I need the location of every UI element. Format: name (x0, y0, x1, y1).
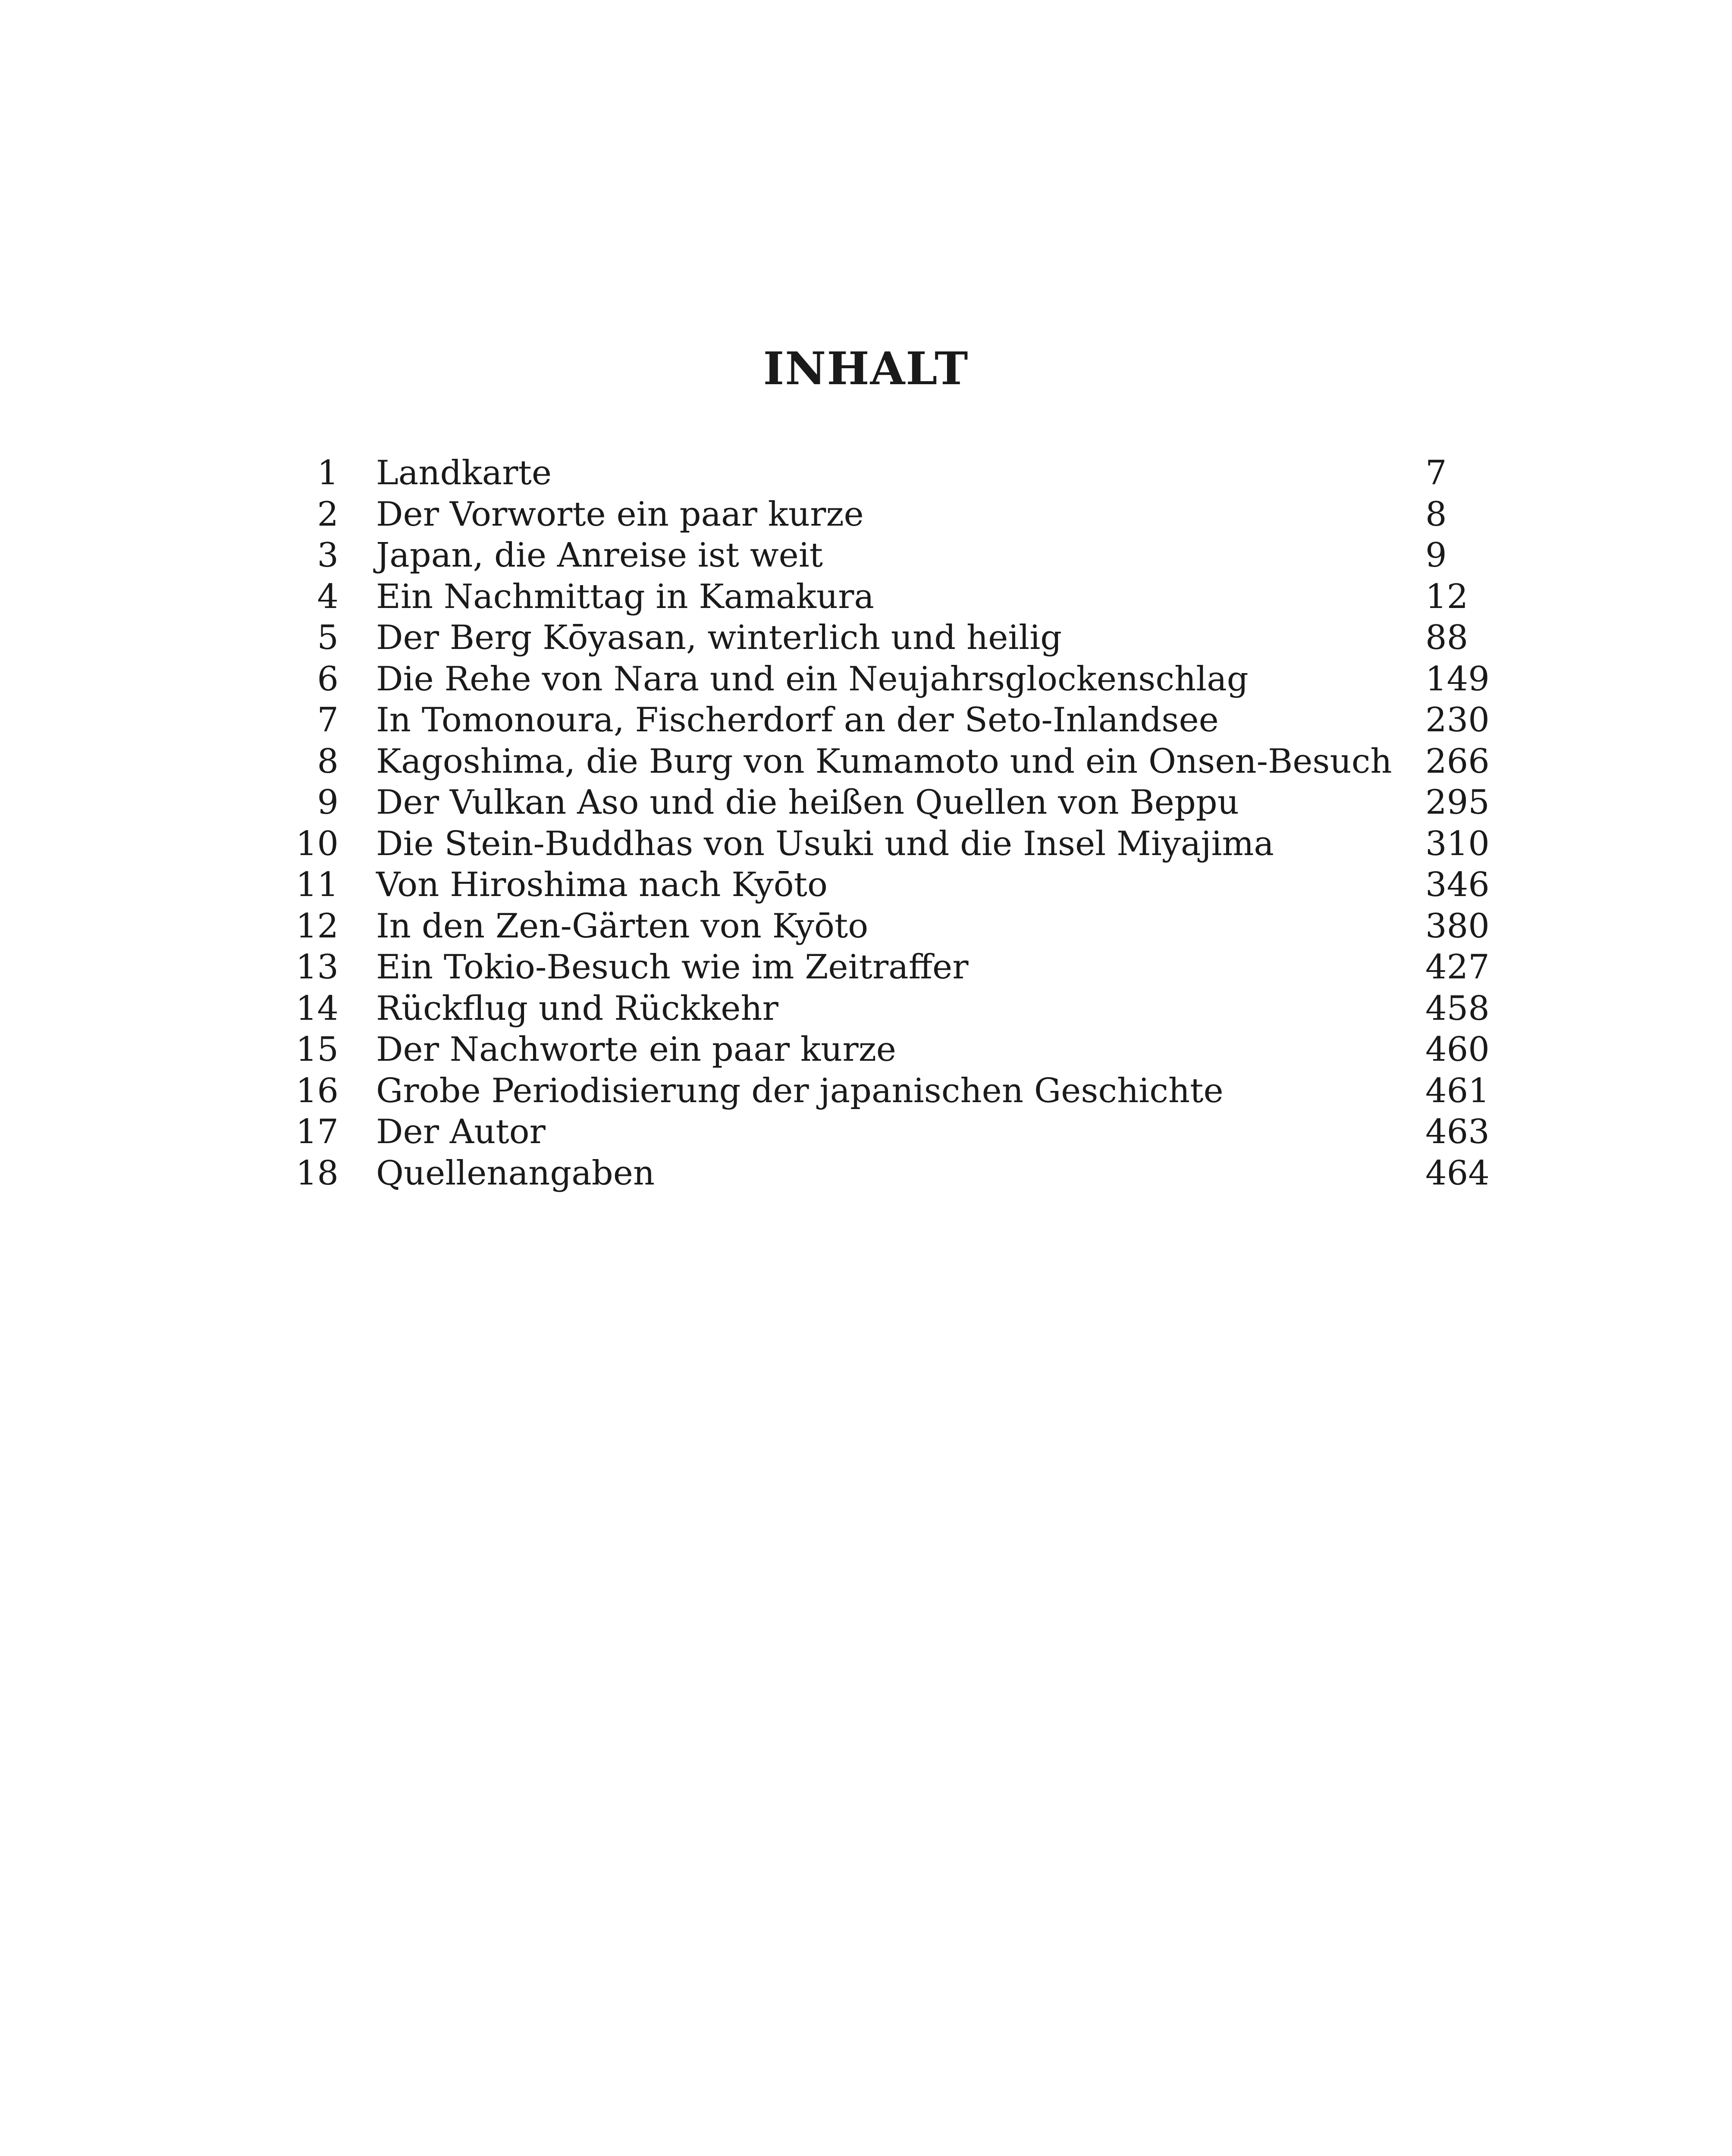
toc-entry-number: 8 (317, 742, 339, 781)
toc-entry-number: 13 (295, 948, 339, 987)
toc-entry[interactable] (0, 865, 1732, 906)
toc-entry-title: Ein Nachmittag in Kamakura (376, 577, 874, 616)
toc-entry-title: In den Zen-Gärten von Kyōto (376, 906, 869, 946)
toc-entry[interactable] (0, 947, 1732, 988)
toc-entry-title: Landkarte (376, 454, 552, 492)
toc-entry[interactable] (0, 824, 1732, 865)
toc-entry-page: 230 (1425, 701, 1490, 740)
toc-entry[interactable] (0, 577, 1732, 618)
toc-entry-number: 11 (295, 865, 339, 904)
page-title: INHALT (763, 342, 969, 395)
toc-entry-number: 15 (295, 1030, 339, 1069)
toc-entry-number: 16 (295, 1071, 339, 1110)
toc-entry[interactable] (0, 782, 1732, 824)
toc-entry-page: 295 (1425, 783, 1490, 822)
toc-entry-title: Der Vulkan Aso und die heißen Quellen von Beppu (376, 783, 1239, 822)
toc-entry-page: 464 (1425, 1153, 1490, 1193)
toc-entry-page: 380 (1425, 906, 1490, 946)
toc-entry[interactable] (0, 617, 1732, 659)
table-of-contents (0, 453, 1732, 1194)
toc-entry-page: 266 (1425, 742, 1490, 781)
toc-entry-page: 427 (1425, 948, 1490, 987)
toc-entry-title: Die Stein-Buddhas von Usuki und die Insel Miyajima (376, 824, 1274, 863)
toc-entry-page: 12 (1425, 577, 1468, 616)
toc-entry-title: Kagoshima, die Burg von Kumamoto und ein Onsen-Besuch (376, 742, 1392, 781)
toc-entry-number: 18 (295, 1153, 339, 1193)
toc-entry-page: 463 (1425, 1112, 1490, 1151)
toc-entry[interactable] (0, 535, 1732, 577)
toc-entry-number: 14 (295, 989, 339, 1028)
toc-entry-page: 460 (1425, 1030, 1490, 1069)
toc-entry-page: 149 (1425, 659, 1490, 699)
toc-entry[interactable] (0, 1112, 1732, 1153)
toc-entry-number: 7 (317, 701, 339, 740)
toc-entry-page: 310 (1425, 824, 1490, 863)
toc-entry-number: 17 (295, 1112, 339, 1151)
toc-entry-title: In Tomonoura, Fischerdorf an der Seto-Inlandsee (376, 701, 1219, 740)
toc-entry[interactable] (0, 988, 1732, 1030)
toc-entry-title: Der Nachworte ein paar kurze (376, 1030, 896, 1069)
toc-entry-number: 3 (317, 536, 339, 575)
toc-entry[interactable] (0, 741, 1732, 783)
toc-entry-number: 9 (317, 783, 339, 822)
toc-entry-title: Rückflug und Rückkehr (376, 989, 778, 1028)
toc-entry[interactable] (0, 453, 1732, 494)
toc-entry[interactable] (0, 494, 1732, 536)
toc-entry-title: Die Rehe von Nara und ein Neujahrsglockenschlag (376, 659, 1249, 699)
toc-entry[interactable] (0, 659, 1732, 700)
toc-entry-number: 10 (295, 824, 339, 863)
toc-entry-page: 88 (1425, 618, 1468, 657)
toc-entry-page: 8 (1425, 495, 1447, 534)
toc-entry-page: 461 (1425, 1071, 1490, 1110)
toc-entry[interactable] (0, 700, 1732, 741)
toc-entry-page: 346 (1425, 865, 1490, 904)
toc-entry-title: Der Berg Kōyasan, winterlich und heilig (376, 618, 1062, 657)
toc-entry-title: Der Vorworte ein paar kurze (376, 495, 864, 534)
toc-entry-title: Der Autor (376, 1112, 546, 1151)
toc-entry-page: 9 (1425, 536, 1447, 575)
toc-entry-number: 6 (317, 659, 339, 699)
toc-entry-title: Japan, die Anreise ist weit (376, 536, 823, 575)
toc-entry-title: Von Hiroshima nach Kyōto (376, 865, 828, 904)
toc-entry-page: 7 (1425, 454, 1447, 492)
toc-entry-number: 5 (317, 618, 339, 657)
toc-entry[interactable] (0, 1029, 1732, 1071)
toc-entry-number: 12 (295, 906, 339, 946)
toc-entry-title: Quellenangaben (376, 1153, 655, 1193)
toc-entry-page: 458 (1425, 989, 1490, 1028)
toc-entry[interactable] (0, 1071, 1732, 1112)
toc-entry-number: 4 (317, 577, 339, 616)
toc-entry[interactable] (0, 906, 1732, 947)
toc-entry-number: 2 (317, 495, 339, 534)
toc-entry-title: Ein Tokio-Besuch wie im Zeitraffer (376, 948, 969, 987)
toc-entry[interactable] (0, 1153, 1732, 1194)
toc-entry-title: Grobe Periodisierung der japanischen Geschichte (376, 1071, 1224, 1110)
toc-entry-number: 1 (317, 454, 339, 492)
